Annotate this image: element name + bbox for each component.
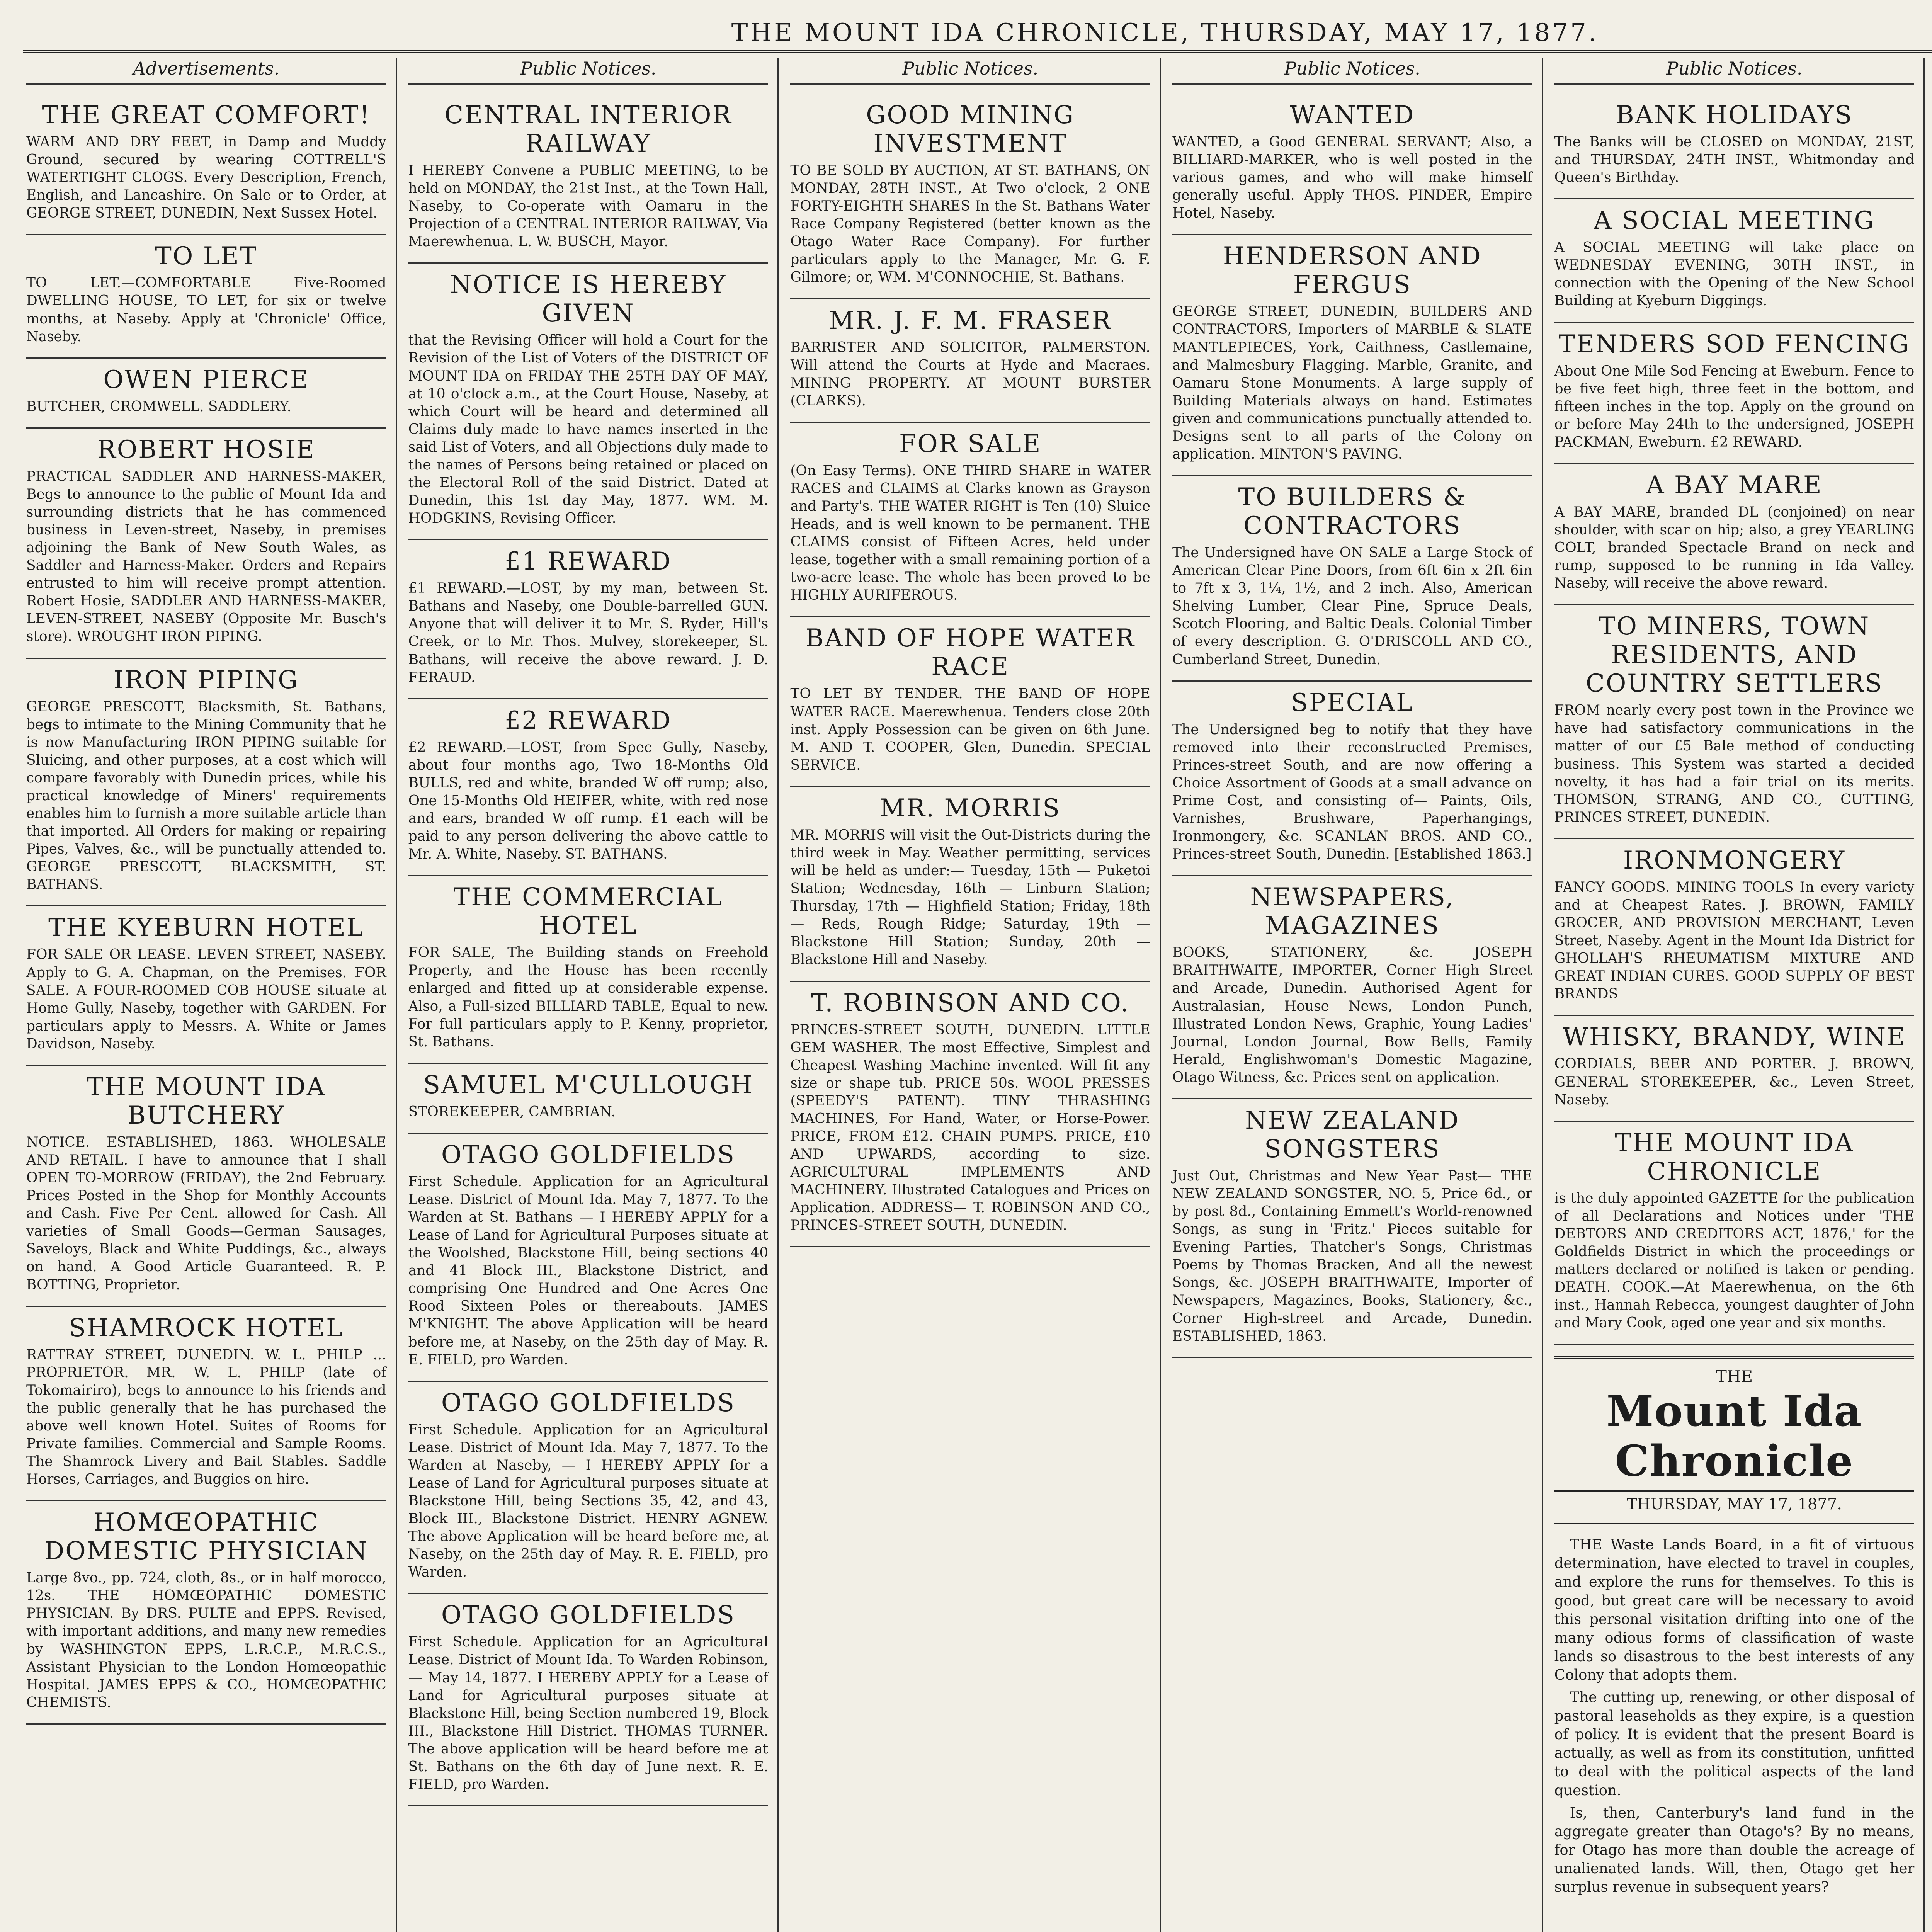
ad-body: First Schedule. Application for an Agricultural Lease. District of Mount Ida. May 7, 1877. To the Warden at Naseby, — I HEREBY APPLY for a Lease of Land for Agricultural purposes situate at Blackstone Hill, being Sections 35, 42, and 43, Block III., Blackstone District. HENRY AGNEW. The above Application will be heard before me, at Naseby, on the 25th day of May. R. E. FIELD, pro Warden. <box>408 1422 769 1580</box>
advertisement <box>1172 94 1532 235</box>
advertisement <box>26 906 386 1065</box>
ad-body: TO BE SOLD BY AUCTION, AT ST. BATHANS, ON MONDAY, 28TH INST., At Two o'clock, 2 ONE FORTY-EIGHTH SHARES In the St. Bathans Water Race Company Registered (better known as the Otago Water Race Company). For further particulars apply to the Manager, Mr. G. F. Gilmore; or, WM. M'CONNOCHIE, St. Bathans. <box>790 163 1150 286</box>
ad-title: SPECIAL <box>1291 688 1414 717</box>
column-3 <box>787 58 1161 1932</box>
advertisement <box>408 1134 769 1382</box>
ad-body: TO LET.—COMFORTABLE Five-Roomed DWELLING HOUSE, TO LET, for six or twelve months, at Naseby. Apply at 'Chronicle' Office, Naseby. <box>26 275 386 345</box>
ad-title: CENTRAL INTERIOR RAILWAY <box>444 101 732 158</box>
advertisement <box>408 1594 769 1806</box>
ad-title: IRONMONGERY <box>1623 846 1846 875</box>
ad-body: First Schedule. Application for an Agricultural Lease. District of Mount Ida. To Warden Robinson,— May 14, 1877. I HEREBY APPLY for a Lease of Land for Agricultural purposes situate at Blackstone Hill, being Section numbered 19, Block III., Blackstone Hill District. THOMAS TURNER. The above application will be heard before me at St. Bathans on the 6th day of June next. R. E. FIELD, pro Warden. <box>408 1634 769 1793</box>
ad-body: The Undersigned beg to notify that they have removed into their reconstructed Premises, Princes-street South, and are now offering a Choice Assortment of Goods at a small advance on Prime Cost, and consisting of— Paints, Oils, Varnishes, Brushware, Paperhangings, Ironmongery, &c. SCANLAN BROS. AND CO., Princes-street South, Dunedin. [Established 1863.] <box>1172 721 1532 862</box>
ad-title: A SOCIAL MEETING <box>1594 206 1875 235</box>
ad-title: TENDERS SOD FENCING <box>1558 330 1910 359</box>
ad-title: TO MINERS, TOWN RESIDENTS, AND COUNTRY SETTLERS <box>1585 612 1883 698</box>
advertisement <box>408 876 769 1063</box>
ad-title: THE COMMERCIAL HOTEL <box>453 883 723 940</box>
ad-body: FROM nearly every post town in the Province we have had satisfactory communications in the matter of our £5 Bale method of conducting business. This System was started a decided novelty, it has had a fair trial on its merits. THOMSON, STRANG, AND CO., CUTTING, PRINCES STREET, DUNEDIN. <box>1554 702 1915 825</box>
ad-body: £2 REWARD.—LOST, from Spec Gully, Naseby, about four months ago, Two 18-Months Old BULLS, red and white, branded W off rump; also, One 15-Months Old HEIFER, white, with red nose and ears, branded W off rump. £1 each will be paid to any person delivering the above cattle to Mr. A. White, Naseby. ST. BATHANS. <box>408 739 769 862</box>
advertisement <box>1554 1016 1915 1121</box>
ad-title: BAND OF HOPE WATER RACE <box>805 624 1135 682</box>
advertisement <box>1172 876 1532 1099</box>
ad-body: I HEREBY Convene a PUBLIC MEETING, to be held on MONDAY, the 21st Inst., at the Town Hall, Naseby, to Co-operate with Oamaru in the Projection of a CENTRAL INTERIOR RAILWAY, Via Maerewhenua. L. W. BUSCH, Mayor. <box>408 163 769 250</box>
advertisement <box>1554 839 1915 1016</box>
ad-title: NOTICE IS HEREBY GIVEN <box>450 270 727 328</box>
ad-title: OTAGO GOLDFIELDS <box>441 1388 736 1417</box>
advertisement <box>790 982 1150 1248</box>
column-header: Public Notices. <box>790 58 1150 85</box>
advertisement <box>1554 1122 1915 1345</box>
ad-title: HOMŒOPATHIC DOMESTIC PHYSICIAN <box>44 1508 368 1566</box>
ad-title: A BAY MARE <box>1646 471 1823 500</box>
ad-title: IRON PIPING <box>114 665 299 694</box>
advertisement <box>1554 464 1915 605</box>
ad-title: NEW ZEALAND SONGSTERS <box>1245 1106 1460 1163</box>
advertisement <box>1554 605 1915 839</box>
ad-body: FOR SALE, The Building stands on Freehold Property, and the House has been recently enlarged and fitted up at considerable expense. Also, a Full-sized BILLIARD TABLE, Equal to new. For full particulars apply to P. Kenny, proprietor, St. Bathans. <box>408 945 769 1050</box>
ad-body: WARM AND DRY FEET, in Damp and Muddy Ground, secured by wearing COTTRELL'S WATERTIGHT CLOGS. Every Description, French, English, and Lancashire. On Sale or to Order, at GEORGE STREET, DUNEDIN, Next Sussex Hotel. <box>26 134 386 221</box>
ad-title: ROBERT HOSIE <box>97 435 316 464</box>
ad-title: THE GREAT COMFORT! <box>42 101 371 129</box>
ad-body: GEORGE PRESCOTT, Blacksmith, St. Bathans, begs to intimate to the Mining Community that he is now Manufacturing IRON PIPING suitable for Sluicing, and other purposes, at a cost which will compare favorably with Dunedin prices, while his practical knowledge of Miners' requirements enables him to furnish a more suitable article than that imported. All Orders for making or repairing Pipes, Valves, &c., will be punctually attended to. GEORGE PRESCOTT, BLACKSMITH, ST. BATHANS. <box>26 699 386 893</box>
column-5 <box>1551 58 1925 1932</box>
column-header: Public Notices. <box>1172 58 1532 85</box>
ad-body: FOR SALE OR LEASE. LEVEN STREET, NASEBY. Apply to G. A. Chapman, on the Premises. FOR SALE. A FOUR-ROOMED COB HOUSE situate at Home Gully, Naseby, together with GARDEN. For particulars apply to Messrs. A. White or James Davidson, Naseby. <box>26 947 386 1052</box>
ad-title: MR. J. F. M. FRASER <box>829 306 1112 335</box>
ad-body: NOTICE. ESTABLISHED, 1863. WHOLESALE AND RETAIL. I have to announce that I shall OPEN TO-MORROW (FRIDAY), the 2nd February. Prices Posted in the Shop for Monthly Accounts and Cash. Five Per Cent. allowed for Cash. All varieties of Small Goods—German Sausages, Saveloys, Black and White Puddings, &c., always on hand. A Good Article Guaranteed. R. P. BOTTING, Proprietor. <box>26 1134 386 1293</box>
article-paragraph: Is, then, Canterbury's land fund in the aggregate greater than Otago's? By no means, for Otago has more than double the acreage of unalienated lands. Will, then, Otago get her surplus revenue in subsequent years? <box>1554 1804 1915 1895</box>
ad-title: THE KYEBURN HOTEL <box>48 913 364 942</box>
ad-body: GEORGE STREET, DUNEDIN, BUILDERS AND CONTRACTORS, Importers of MARBLE & SLATE MANTLEPIECES, York, Caithness, Castlemaine, and Malmesbury Flagging. Marble, Granite, and Oamaru Stone Monuments. A large supply of Building Materials always on hand. Estimates given and communications punctually attended to. Designs sent to all parts of the Colony on application. MINTON'S PAVING. <box>1172 304 1532 463</box>
advertisement <box>408 264 769 540</box>
ad-title: SAMUEL M'CULLOUGH <box>423 1070 753 1099</box>
column-2 <box>405 58 779 1932</box>
ad-body: TO LET BY TENDER. THE BAND OF HOPE WATER RACE. Maerewhenua. Tenders close 20th inst. Apply Possession can be given on 6th June. M. AND T. COOPER, Glen, Dunedin. SPECIAL SERVICE. <box>790 686 1150 773</box>
ad-body: PRACTICAL SADDLER AND HARNESS-MAKER, Begs to announce to the public of Mount Ida and surrounding districts that he has commenced business in Leven-street, Naseby, in premises adjoining the Bank of New South Wales, as Saddler and Harness-Maker. Orders and Repairs entrusted to him will receive prompt attention. Robert Hosie, SADDLER AND HARNESS-MAKER, LEVEN-STREET, NASEBY (Opposite Mr. Busch's store). WROUGHT IRON PIPING. <box>26 468 386 645</box>
advertisement <box>1172 476 1532 682</box>
ad-body: £1 REWARD.—LOST, by my man, between St. Bathans and Naseby, one Double-barrelled GUN. Anyone that will deliver it to Mr. S. Ryder, Hill's Creek, or to Mr. Thos. Mulvey, storekeeper, St. Bathans, will receive the above reward. J. D. FERAUD. <box>408 580 769 685</box>
ad-title: OTAGO GOLDFIELDS <box>441 1601 736 1630</box>
paper-title-the: THE <box>1716 1367 1753 1386</box>
ad-body: FANCY GOODS. MINING TOOLS In every variety and at Cheapest Rates. J. BROWN, FAMILY GROCER, AND PROVISION MERCHANT, Leven Street, Naseby. Agent in the Mount Ida District for GHOLLAH'S RHEUMATISM MIXTURE AND GREAT INDIAN CURES. GOOD SUPPLY OF BEST BRANDS <box>1554 879 1915 1002</box>
ad-title: TO LET <box>155 242 258 271</box>
ad-body: BUTCHER, CROMWELL. SADDLERY. <box>26 398 292 415</box>
ad-title: THE MOUNT IDA BUTCHERY <box>87 1072 326 1130</box>
ad-body: A SOCIAL MEETING will take place on WEDNESDAY EVENING, 30TH INST., in connection with the Opening of the New School Building at Kyeburn Diggings. <box>1554 240 1915 309</box>
advertisement <box>26 1066 386 1307</box>
article-paragraph: The cutting up, renewing, or other disposal of pastoral leaseholds as they expire, is a question of policy. It is evident that the present Board is actually, as well as from its constitution, unfitted to deal with the political aspects of the land question. <box>1554 1689 1915 1799</box>
advertisement <box>1554 199 1915 323</box>
ad-body: is the duly appointed GAZETTE for the publication of all Declarations and Notices under 'THE DEBTORS AND CREDITORS ACT, 1876,' for the Goldfields District in which the proceedings or matters declared or notified is taken or pending. DEATH. COOK.—At Maerewhenua, on the 6th inst., Hannah Rebecca, youngest daughter of John and Mary Cook, aged one year and six months. <box>1554 1190 1915 1331</box>
advertisement <box>26 1307 386 1502</box>
paper-title-name: Mount Ida Chronicle <box>1606 1386 1862 1486</box>
advertisement <box>1172 235 1532 476</box>
advertisement <box>790 299 1150 423</box>
ad-body: that the Revising Officer will hold a Court for the Revision of the List of Voters of the DISTRICT OF MOUNT IDA on FRIDAY THE 25TH DAY OF MAY, at 10 o'clock a.m., at the Court House, Naseby, at which Court will be heard and determined all Claims duly made to have names inserted in the said List of Voters, and all Objections duly made to the names of Persons being retained or placed on the Electoral Roll of the said District. Dated at Dunedin, this 1st day May, 1877. WM. M. HODGKINS, Revising Officer. <box>408 332 769 527</box>
ad-title: WANTED <box>1290 101 1415 129</box>
masthead: THE MOUNT IDA CHRONICLE, THURSDAY, MAY 17, 1877. <box>23 15 1932 53</box>
editorial-article <box>1554 1536 1915 1896</box>
advertisement <box>790 94 1150 299</box>
advertisement <box>408 1382 769 1594</box>
ad-body: Just Out, Christmas and New Year Past— THE NEW ZEALAND SONGSTER, NO. 5, Price 6d., or by post 8d., Containing Emmett's World-renowned Songs, as sung in 'Fritz.' Pieces suitable for Evening Parties, Thatcher's Songs, Christmas Poems by Thomas Bracken, And all the newest Songs, &c. JOSEPH BRAITHWAITE, Importer of Newspapers, Magazines, Books, Stationery, &c., Corner High-street and Arcade, Dunedin. ESTABLISHED, 1863. <box>1172 1168 1532 1344</box>
page-columns <box>23 58 1932 1932</box>
advertisement <box>26 235 386 358</box>
ad-title: NEWSPAPERS, MAGAZINES <box>1250 883 1455 940</box>
advertisement <box>790 423 1150 617</box>
ad-title: SHAMROCK HOTEL <box>69 1313 344 1342</box>
column-4 <box>1169 58 1543 1932</box>
ad-body: First Schedule. Application for an Agricultural Lease. District of Mount Ida. May 7, 1877. To the Warden at St. Bathans — I HEREBY APPLY for a Lease of Land for Agricultural Purposes situate at the Woolshed, Blackstone Hill, being sections 40 and 41 Block III., Blackstone District, and comprising One Hundred and One Acres One Rood Sixteen Poles or thereabouts. JAMES M'KNIGHT. The above Application will be heard before me, at Naseby, on the 25th day of May. R. E. FIELD, pro Warden. <box>408 1173 769 1368</box>
ad-body: PRINCES-STREET SOUTH, DUNEDIN. LITTLE GEM WASHER. The most Effective, Simplest and Cheapest Washing Machine invented. Will fit any size or shape tub. PRICE 50s. WOOL PRESSES (SPEEDY'S PATENT). TINY THRASHING MACHINES, For Hand, Water, or Horse-Power. PRICE, FROM £12. CHAIN PUMPS. PRICE, £10 AND UPWARDS, according to size. AGRICULTURAL IMPLEMENTS AND MACHINERY. Illustrated Catalogues and Prices on Application. ADDRESS— T. ROBINSON AND CO., PRINCES-STREET SOUTH, DUNEDIN. <box>790 1022 1150 1234</box>
ad-title: TO BUILDERS & CONTRACTORS <box>1238 483 1467 541</box>
ad-body: About One Mile Sod Fencing at Eweburn. Fence to be five feet high, three feet in the bottom, and fifteen inches in the top. Apply on the ground on or before May 24th to the undersigned, JOSEPH PACKMAN, Eweburn. £2 REWARD. <box>1554 363 1915 450</box>
ad-title: FOR SALE <box>899 429 1042 458</box>
advertisement <box>26 429 386 659</box>
ad-body: A BAY MARE, branded DL (conjoined) on near shoulder, with scar on hip; also, a grey YEARLING COLT, branded Spectacle Brand on neck and rump, supposed to be running in Ida Valley. Naseby, will receive the above reward. <box>1554 504 1915 592</box>
advertisement <box>26 94 386 235</box>
ad-body: RATTRAY STREET, DUNEDIN. W. L. PHILP ... PROPRIETOR. MR. W. L. PHILP (late of Tokomairiro), begs to announce to his friends and the public generally that he has purchased the above well known Hotel. Suites of Rooms for Private families. Commercial and Sample Rooms. The Shamrock Livery and Bait Stables. Saddle Horses, Carriages, and Buggies on hire. <box>26 1347 386 1488</box>
advertisement <box>1554 323 1915 464</box>
article-paragraph: THE Waste Lands Board, in a fit of virtuous determination, have elected to travel in couples, and explore the runs for themselves. To this is good, but great care will be necessary to avoid this personal visitation drifting into one of the many odious forms of classification of waste lands so disastrous to the best interests of any Colony that adopts them. <box>1554 1536 1915 1683</box>
ad-title: £2 REWARD <box>505 706 672 735</box>
advertisement <box>408 1064 769 1134</box>
ad-body: WANTED, a Good GENERAL SERVANT; Also, a BILLIARD-MARKER, who is well posted in the various games, and who will make himself generally useful. Apply THOS. PINDER, Empire Hotel, Naseby. <box>1172 134 1532 221</box>
ad-title: OTAGO GOLDFIELDS <box>441 1140 736 1169</box>
ad-title: WHISKY, BRANDY, WINE <box>1563 1023 1906 1052</box>
ad-title: T. ROBINSON AND CO. <box>811 988 1130 1017</box>
column-1 <box>23 58 397 1932</box>
paper-title-date: THURSDAY, MAY 17, 1877. <box>1554 1490 1915 1513</box>
ad-body: BOOKS, STATIONERY, &c. JOSEPH BRAITHWAITE, IMPORTER, Corner High Street and Arcade, Dunedin. Authorised Agent for Australasian, House News, London Punch, Illustrated London News, Graphic, Young Ladies' Journal, London Journal, Bow Bells, Family Herald, Englishwoman's Domestic Magazine, Otago Witness, &c. Prices sent on application. <box>1172 945 1532 1085</box>
ad-title: HENDERSON AND FERGUS <box>1223 242 1482 299</box>
advertisement <box>790 617 1150 787</box>
advertisement <box>26 359 386 429</box>
advertisement <box>1172 682 1532 876</box>
advertisement <box>790 787 1150 982</box>
column-header: Public Notices. <box>408 58 769 85</box>
column-header: Public Notices. <box>1554 58 1915 85</box>
ad-body: Large 8vo., pp. 724, cloth, 8s., or in half morocco, 12s. THE HOMŒOPATHIC DOMESTIC PHYSICIAN. By DRS. PULTE and EPPS. Revised, with important additions, and many new remedies by WASHINGTON EPPS, L.R.C.P., M.R.C.S., Assistant Physician to the London Homœopathic Hospital. JAMES EPPS & CO., HOMŒOPATHIC CHEMISTS. <box>26 1570 386 1711</box>
newspaper-title-block <box>1554 1356 1915 1524</box>
advertisement <box>26 1501 386 1725</box>
ad-body: BARRISTER AND SOLICITOR, PALMERSTON. Will attend the Courts at Hyde and Macraes. MINING PROPERTY. AT MOUNT BURSTER (CLARKS). <box>790 339 1150 409</box>
ad-body: MR. MORRIS will visit the Out-Districts during the third week in May. Weather permitting, services will be held as under:— Tuesday, 15th — Puketoi Station; Wednesday, 16th — Linburn Station; Thursday, 17th — Highfield Station; Friday, 18th — Reds, Rough Ridge; Saturday, 19th — Blackstone Hill Station; Sunday, 20th — Blackstone Hill and Naseby. <box>790 827 1150 968</box>
advertisement <box>408 699 769 876</box>
ad-body: (On Easy Terms). ONE THIRD SHARE in WATER RACES and CLAIMS at Clarks known as Grayson and Party's. THE WATER RIGHT is Ten (10) Sluice Heads, and is well known to be permanent. THE CLAIMS consist of Fifteen Acres, held under lease, together with a small remaining portion of a two-acre lease. The whole has been proved to be HIGHLY AURIFEROUS. <box>790 463 1150 604</box>
ad-title: MR. MORRIS <box>880 794 1061 823</box>
ad-body: The Banks will be CLOSED on MONDAY, 21ST, and THURSDAY, 24TH INST., Whitmonday and Queen's Birthday. <box>1554 134 1915 186</box>
ad-title: OWEN PIERCE <box>103 365 310 394</box>
ad-title: GOOD MINING INVESTMENT <box>866 101 1075 158</box>
ad-body: The Undersigned have ON SALE a Large Stock of American Clear Pine Doors, from 6ft 6in x 2ft 6in to 7ft x 3, 1¼, 1½, and 2 inch. Also, American Shelving Lumber, Clear Pine, Spruce Deals, Scotch Flooring, and Baltic Deals. Colonial Timber of every description. G. O'DRISCOLL AND CO., Cumberland Street, Dunedin. <box>1172 545 1532 668</box>
ad-body: STOREKEEPER, CAMBRIAN. <box>408 1104 616 1120</box>
ad-title: THE MOUNT IDA CHRONICLE <box>1615 1128 1854 1186</box>
advertisement <box>408 540 769 699</box>
ad-title: £1 REWARD <box>505 547 672 576</box>
ad-body: CORDIALS, BEER AND PORTER. J. BROWN, GENERAL STOREKEEPER, &c., Leven Street, Naseby. <box>1554 1056 1915 1108</box>
ad-title: BANK HOLIDAYS <box>1616 101 1853 129</box>
advertisement <box>408 94 769 264</box>
advertisement <box>1172 1099 1532 1358</box>
column-header: Advertisements. <box>26 58 386 85</box>
advertisement <box>26 659 386 907</box>
advertisement <box>1554 94 1915 199</box>
